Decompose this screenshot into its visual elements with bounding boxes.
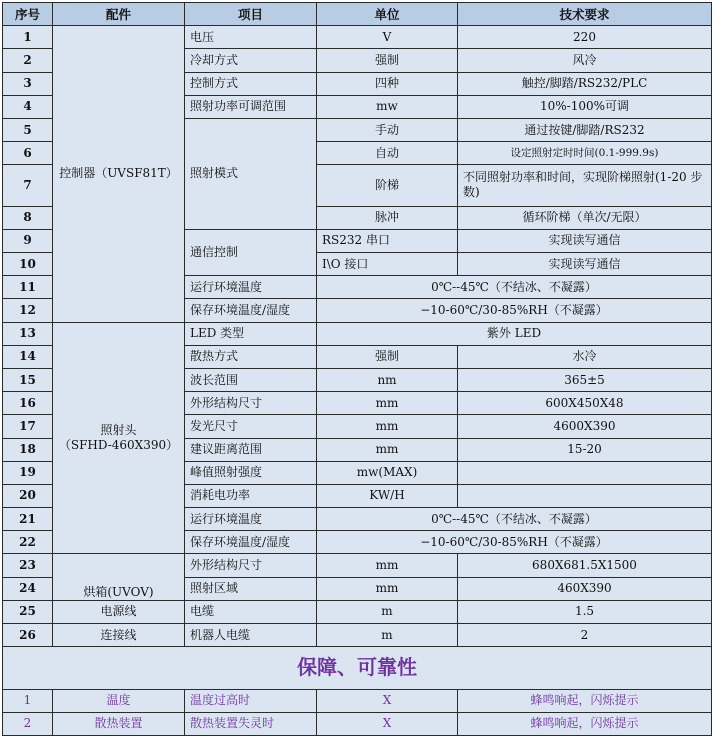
part-connect-line: 连接线 [53, 624, 185, 647]
row-item: 冷却方式 [185, 49, 317, 72]
row-number: 5 [3, 118, 53, 141]
row-item: 控制方式 [185, 72, 317, 95]
row-number: 13 [3, 322, 53, 345]
part-power-line: 电源线 [53, 600, 185, 623]
row-item: 机器人电缆 [185, 624, 317, 647]
row-unit: I\O 接口 [317, 253, 458, 276]
row-item: 通信控制 [185, 229, 317, 275]
header-part: 配件 [53, 3, 185, 26]
row-item: 消耗电功率 [185, 484, 317, 507]
row-number: 11 [3, 276, 53, 299]
row-spec: 2 [458, 624, 712, 647]
row-number: 19 [3, 461, 53, 484]
row-number: 17 [3, 415, 53, 438]
row-number: 10 [3, 253, 53, 276]
reliability-row [3, 712, 712, 735]
row-item: 峰值照射强度 [185, 461, 317, 484]
row-spec: 10%-100%可调 [458, 95, 712, 118]
row-item: LED 类型 [185, 322, 317, 345]
part-oven: 烘箱(UVOV) [53, 554, 185, 600]
row-item: 运行环境温度 [185, 276, 317, 299]
row-spec: 通过按键/脚踏/RS232 [458, 118, 712, 141]
row-spec: 0℃--45℃（不结冰、不凝露） [317, 508, 712, 531]
row-part: 温度 [53, 689, 185, 712]
row-spec: 365±5 [458, 368, 712, 391]
table-row [3, 600, 712, 623]
row-number: 12 [3, 299, 53, 322]
row-spec: 460X390 [458, 577, 712, 600]
header-item: 项目 [185, 3, 317, 26]
row-unit: mm [317, 438, 458, 461]
row-unit: nm [317, 368, 458, 391]
row-unit: m [317, 624, 458, 647]
row-spec: 15-20 [458, 438, 712, 461]
row-unit: 手动 [317, 118, 458, 141]
row-spec: 实现读写通信 [458, 253, 712, 276]
header-row [3, 3, 712, 26]
row-spec: 设定照射定时时间(0.1-999.9s) [458, 142, 712, 165]
row-number: 4 [3, 95, 53, 118]
row-spec: 220 [458, 26, 712, 49]
row-spec [458, 484, 712, 507]
row-number: 24 [3, 577, 53, 600]
spec-table [2, 2, 712, 736]
row-spec: 蜂鸣响起，闪烁提示 [458, 689, 712, 712]
row-item: 发光尺寸 [185, 415, 317, 438]
row-item: 保存环境温度/湿度 [185, 299, 317, 322]
row-unit: KW/H [317, 484, 458, 507]
row-item: 电缆 [185, 600, 317, 623]
row-item: 运行环境温度 [185, 508, 317, 531]
row-unit: V [317, 26, 458, 49]
row-unit: mm [317, 415, 458, 438]
row-unit: 自动 [317, 142, 458, 165]
row-unit: 阶梯 [317, 165, 458, 206]
row-number: 2 [3, 712, 53, 735]
row-item: 散热方式 [185, 345, 317, 368]
row-unit: mw(MAX) [317, 461, 458, 484]
row-spec: 循环阶梯（单次/无限） [458, 206, 712, 229]
row-spec: 水冷 [458, 345, 712, 368]
row-number: 2 [3, 49, 53, 72]
row-item: 外形结构尺寸 [185, 554, 317, 577]
row-spec: 1.5 [458, 600, 712, 623]
row-number: 18 [3, 438, 53, 461]
part-lamp-model: （SFHD-460X390） [58, 438, 179, 453]
row-unit: mm [317, 392, 458, 415]
row-spec: 风冷 [458, 49, 712, 72]
row-number: 1 [3, 689, 53, 712]
reliability-row [3, 689, 712, 712]
row-unit: 脉冲 [317, 206, 458, 229]
row-spec: −10-60℃/30-85%RH（不凝露） [317, 299, 712, 322]
row-number: 1 [3, 26, 53, 49]
table-row [3, 322, 712, 345]
row-item: 建议距离范围 [185, 438, 317, 461]
row-unit: RS232 串口 [317, 229, 458, 252]
header-unit: 单位 [317, 3, 458, 26]
row-item: 照射模式 [185, 118, 317, 229]
header-spec: 技术要求 [458, 3, 712, 26]
row-spec: 0℃--45℃（不结冰、不凝露） [317, 276, 712, 299]
row-unit: 强制 [317, 345, 458, 368]
row-number: 22 [3, 531, 53, 554]
part-controller: 控制器（UVSF81T） [53, 26, 185, 322]
row-spec: 4600X390 [458, 415, 712, 438]
row-number: 21 [3, 508, 53, 531]
table-row [3, 624, 712, 647]
row-spec: 蜂鸣响起，闪烁提示 [458, 712, 712, 735]
row-number: 15 [3, 368, 53, 391]
row-unit: mw [317, 95, 458, 118]
row-item: 照射区域 [185, 577, 317, 600]
table-row [3, 26, 712, 49]
row-item: 散热装置失灵时 [185, 712, 317, 735]
row-spec: 实现读写通信 [458, 229, 712, 252]
row-number: 3 [3, 72, 53, 95]
row-number: 14 [3, 345, 53, 368]
row-spec: 600X450X48 [458, 392, 712, 415]
row-spec [458, 461, 712, 484]
row-unit: 强制 [317, 49, 458, 72]
table-row [3, 554, 712, 577]
part-lamp [53, 322, 185, 554]
row-item: 保存环境温度/湿度 [185, 531, 317, 554]
row-number: 9 [3, 229, 53, 252]
row-unit: 四种 [317, 72, 458, 95]
row-unit: mm [317, 577, 458, 600]
header-no: 序号 [3, 3, 53, 26]
row-number: 26 [3, 624, 53, 647]
part-lamp-name: 照射头 [100, 423, 137, 438]
row-number: 6 [3, 142, 53, 165]
row-item: 温度过高时 [185, 689, 317, 712]
row-item: 照射功率可调范围 [185, 95, 317, 118]
row-item: 外形结构尺寸 [185, 392, 317, 415]
row-unit: X [317, 689, 458, 712]
row-number: 25 [3, 600, 53, 623]
reliability-title: 保障、可靠性 [3, 647, 712, 689]
row-item: 波长范围 [185, 368, 317, 391]
row-number: 7 [3, 165, 53, 206]
row-number: 16 [3, 392, 53, 415]
row-spec: 680X681.5X1500 [458, 554, 712, 577]
row-number: 8 [3, 206, 53, 229]
row-spec: 紫外 LED [317, 322, 712, 345]
row-unit: mm [317, 554, 458, 577]
row-number: 23 [3, 554, 53, 577]
row-part: 散热装置 [53, 712, 185, 735]
row-spec: 不同照射功率和时间，实现阶梯照射(1-20 步数) [458, 165, 712, 206]
row-item: 电压 [185, 26, 317, 49]
row-unit: X [317, 712, 458, 735]
row-spec: −10-60℃/30-85%RH（不凝露） [317, 531, 712, 554]
row-number: 20 [3, 484, 53, 507]
row-spec: 触控/脚踏/RS232/PLC [458, 72, 712, 95]
row-unit: m [317, 600, 458, 623]
reliability-section-row [3, 647, 712, 689]
